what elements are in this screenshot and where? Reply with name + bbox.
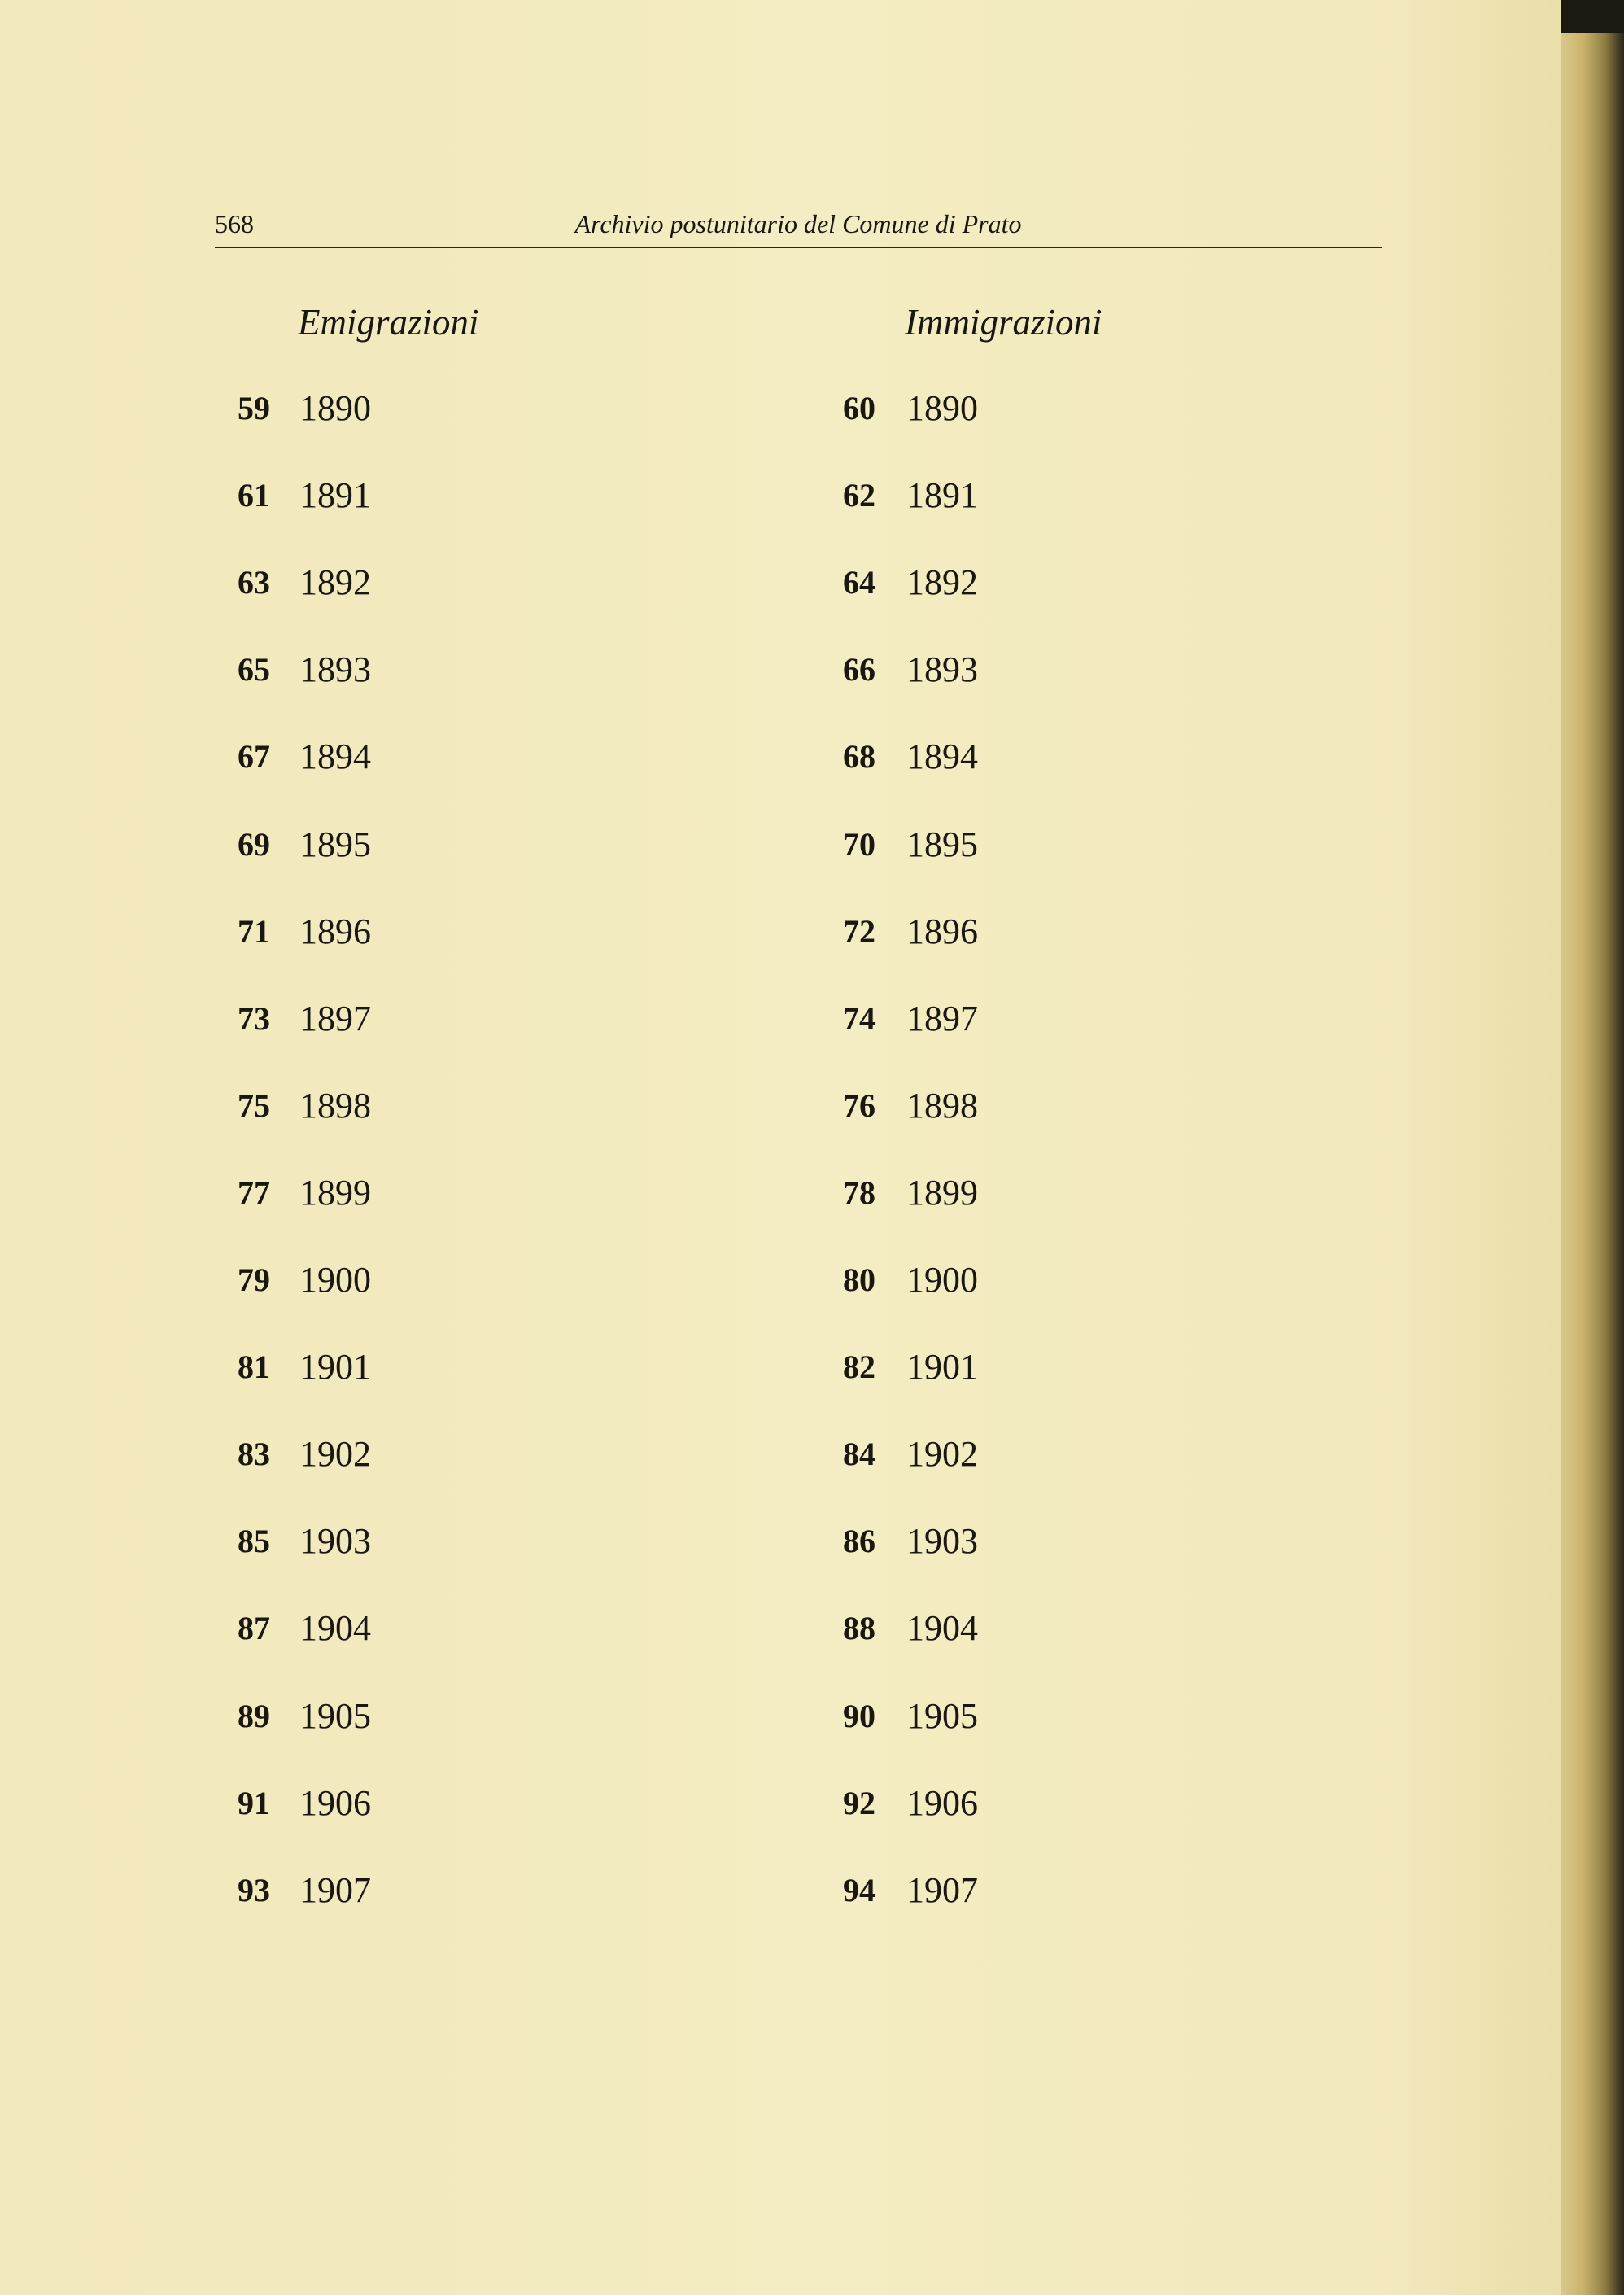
right-entry-year: 1906 — [906, 1783, 978, 1823]
page-number: 568 — [215, 209, 254, 238]
left-entry-number: 63 — [238, 564, 270, 601]
right-entry-number: 72 — [843, 913, 875, 950]
right-entry-number: 78 — [843, 1174, 875, 1211]
right-entry-number: 62 — [843, 477, 875, 514]
left-entry-year: 1903 — [299, 1521, 371, 1561]
right-entry-number: 68 — [843, 738, 875, 775]
right-entry-number: 76 — [843, 1087, 875, 1124]
left-entry-number: 79 — [238, 1261, 270, 1298]
right-entry-year: 1901 — [906, 1347, 978, 1387]
left-entry-number: 89 — [238, 1698, 270, 1734]
left-entry-number: 93 — [238, 1872, 270, 1908]
right-entry-year: 1904 — [906, 1608, 978, 1648]
left-entry-number: 91 — [238, 1785, 270, 1821]
table-row — [0, 1430, 1624, 1479]
left-entry-number: 69 — [238, 826, 270, 863]
table-row — [0, 732, 1624, 781]
left-entry-number: 71 — [238, 913, 270, 950]
left-entry-number: 77 — [238, 1174, 270, 1211]
left-entry-year: 1893 — [299, 649, 371, 689]
left-entry-year: 1901 — [299, 1347, 371, 1387]
right-entry-number: 80 — [843, 1261, 875, 1298]
table-row — [0, 384, 1624, 433]
left-entry-number: 87 — [238, 1610, 270, 1646]
running-title: Archivio postunitario del Comune di Prato — [574, 209, 1022, 238]
table-row — [0, 471, 1624, 520]
table-row — [0, 820, 1624, 869]
right-entry-year: 1895 — [906, 824, 978, 864]
immigrazioni-heading: Immigrazioni — [905, 302, 1102, 343]
left-entry-year: 1906 — [299, 1783, 371, 1823]
table-row — [0, 1779, 1624, 1828]
left-entry-year: 1907 — [299, 1870, 371, 1910]
right-entry-number: 86 — [843, 1523, 875, 1559]
right-entry-year: 1899 — [906, 1173, 978, 1213]
right-entry-number: 66 — [843, 651, 875, 688]
right-entry-year: 1903 — [906, 1521, 978, 1561]
table-row — [0, 1604, 1624, 1653]
right-entry-year: 1907 — [906, 1870, 978, 1910]
left-entry-year: 1897 — [299, 999, 371, 1038]
right-entry-year: 1900 — [906, 1260, 978, 1300]
table-row — [0, 994, 1624, 1043]
table-row — [0, 645, 1624, 694]
left-entry-year: 1896 — [299, 911, 371, 951]
left-entry-year: 1898 — [299, 1086, 371, 1126]
right-entry-number: 74 — [843, 1000, 875, 1037]
right-entry-number: 70 — [843, 826, 875, 863]
right-entry-number: 92 — [843, 1785, 875, 1821]
right-entry-year: 1902 — [906, 1434, 978, 1474]
right-entry-year: 1905 — [906, 1696, 978, 1736]
table-row — [0, 1082, 1624, 1130]
right-entry-number: 60 — [843, 390, 875, 426]
table-row — [0, 1692, 1624, 1741]
right-entry-year: 1896 — [906, 911, 978, 951]
left-entry-year: 1900 — [299, 1260, 371, 1300]
left-entry-year: 1905 — [299, 1696, 371, 1736]
left-entry-number: 61 — [238, 477, 270, 514]
right-entry-year: 1890 — [906, 388, 978, 428]
left-entry-number: 83 — [238, 1436, 270, 1472]
left-entry-year: 1904 — [299, 1608, 371, 1648]
right-entry-number: 84 — [843, 1436, 875, 1472]
table-row — [0, 1343, 1624, 1392]
left-entry-number: 67 — [238, 738, 270, 775]
table-row — [0, 558, 1624, 607]
left-entry-year: 1895 — [299, 824, 371, 864]
table-row — [0, 1256, 1624, 1305]
left-entry-year: 1902 — [299, 1434, 371, 1474]
left-entry-number: 85 — [238, 1523, 270, 1559]
right-entry-year: 1894 — [906, 737, 978, 776]
table-row — [0, 907, 1624, 956]
left-entry-year: 1894 — [299, 737, 371, 776]
left-entry-year: 1892 — [299, 562, 371, 602]
emigrazioni-heading: Emigrazioni — [298, 302, 479, 343]
right-entry-number: 88 — [843, 1610, 875, 1646]
table-row — [0, 1169, 1624, 1217]
right-entry-year: 1891 — [906, 475, 978, 515]
left-entry-year: 1890 — [299, 388, 371, 428]
table-row — [0, 1866, 1624, 1915]
table-row — [0, 1517, 1624, 1566]
right-entry-number: 82 — [843, 1349, 875, 1385]
right-entry-year: 1893 — [906, 649, 978, 689]
left-entry-number: 65 — [238, 651, 270, 688]
left-entry-number: 81 — [238, 1349, 270, 1385]
right-entry-number: 94 — [843, 1872, 875, 1908]
left-entry-year: 1891 — [299, 475, 371, 515]
right-entry-year: 1897 — [906, 999, 978, 1038]
left-entry-number: 59 — [238, 390, 270, 426]
right-entry-number: 90 — [843, 1698, 875, 1734]
left-entry-number: 73 — [238, 1000, 270, 1037]
right-entry-year: 1898 — [906, 1086, 978, 1126]
left-entry-number: 75 — [238, 1087, 270, 1124]
right-entry-number: 64 — [843, 564, 875, 601]
left-entry-year: 1899 — [299, 1173, 371, 1213]
right-entry-year: 1892 — [906, 562, 978, 602]
